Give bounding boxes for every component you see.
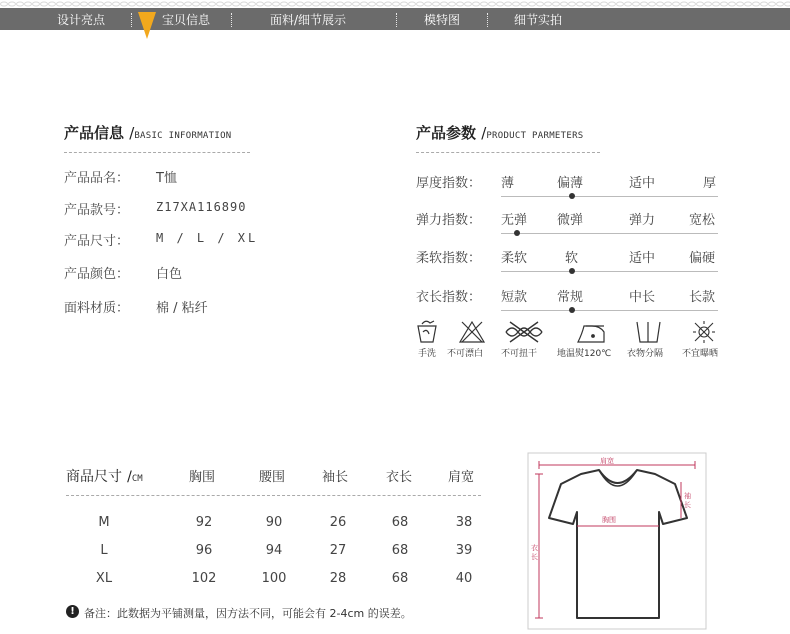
param-option: 偏薄 xyxy=(557,176,584,191)
param-level-marker xyxy=(569,193,575,199)
info-label: 产品颜色： xyxy=(64,267,130,282)
care-label: 衣物分隔 xyxy=(627,349,664,359)
param-option: 适中 xyxy=(629,251,656,266)
tab-model-photos[interactable]: 模特图 xyxy=(424,13,461,27)
param-option: 常规 xyxy=(557,290,584,305)
param-option: 无弹 xyxy=(501,213,528,228)
info-value: 白色 xyxy=(156,267,183,282)
care-label: 地温熨120℃ xyxy=(557,349,612,359)
size-table-cell: 68 xyxy=(391,515,409,530)
info-label: 产品款号： xyxy=(64,203,130,218)
divider xyxy=(66,495,481,496)
param-level-marker xyxy=(569,268,575,274)
size-table-cell: 38 xyxy=(455,515,473,530)
info-value: 棉 / 粘纤 xyxy=(156,301,208,316)
info-value: Z17XA116890 xyxy=(156,200,247,214)
nav-divider xyxy=(131,13,132,27)
size-table-cell: 68 xyxy=(391,571,409,586)
size-table-size: XL xyxy=(95,571,113,586)
param-label: 衣长指数： xyxy=(416,290,482,305)
hand-wash-icon xyxy=(418,321,436,342)
tshirt-measure-diagram xyxy=(527,452,707,630)
divider xyxy=(64,152,250,153)
param-label: 厚度指数： xyxy=(416,176,482,191)
no-wring-icon xyxy=(506,322,542,342)
care-label: 不可漂白 xyxy=(447,349,484,359)
no-sun-dry-icon xyxy=(693,321,715,343)
param-option: 短款 xyxy=(501,290,528,305)
size-table-size: M xyxy=(98,515,110,530)
param-level-marker xyxy=(569,307,575,313)
size-table-cell: 39 xyxy=(455,543,473,558)
param-option: 弹力 xyxy=(629,213,656,228)
nav-divider xyxy=(396,13,397,27)
care-icons xyxy=(414,318,734,346)
product-params-heading: 产品参数 /PRODUCT PARMETERS xyxy=(416,124,584,142)
param-option: 适中 xyxy=(629,176,656,191)
param-level-marker xyxy=(514,230,520,236)
tshirt-outline xyxy=(549,470,687,618)
size-table-cell: 92 xyxy=(195,515,213,530)
info-label: 产品尺寸： xyxy=(64,234,130,249)
tab-product-info[interactable]: 宝贝信息 xyxy=(162,13,211,27)
size-table-cell: 102 xyxy=(191,571,217,586)
warning-icon: ! xyxy=(66,605,79,618)
param-option: 厚 xyxy=(703,176,717,191)
nav-bar xyxy=(0,0,790,30)
param-scale-line xyxy=(501,310,718,311)
size-table-header: 腰围 xyxy=(259,470,286,485)
nav-divider xyxy=(487,13,488,27)
info-label: 产品品名： xyxy=(64,171,130,186)
size-table-cell: 100 xyxy=(261,571,287,586)
param-label: 弹力指数： xyxy=(416,213,482,228)
param-option: 长款 xyxy=(689,290,716,305)
param-option: 中长 xyxy=(629,290,656,305)
size-table-cell: 94 xyxy=(265,543,283,558)
param-option: 薄 xyxy=(501,176,515,191)
param-label: 柔软指数： xyxy=(416,251,482,266)
param-scale-line xyxy=(501,271,718,272)
size-table-header: 肩宽 xyxy=(448,470,475,485)
param-option: 微弹 xyxy=(557,213,584,228)
care-label: 手洗 xyxy=(418,349,437,359)
size-table-size: L xyxy=(100,543,108,558)
tab-design-highlights[interactable]: 设计亮点 xyxy=(57,13,106,27)
size-table-cell: 27 xyxy=(329,543,347,558)
param-option: 柔软 xyxy=(501,251,528,266)
nav-border-pattern xyxy=(0,0,790,8)
tab-detail-photos[interactable]: 细节实拍 xyxy=(514,13,563,27)
care-label: 不宜曝晒 xyxy=(682,349,719,359)
sleeve-label: 袖长 xyxy=(684,492,691,509)
care-label: 不可扭干 xyxy=(501,349,538,359)
length-label: 衣长 xyxy=(531,544,538,561)
size-table-cell: 40 xyxy=(455,571,473,586)
active-tab-indicator xyxy=(138,12,156,39)
info-label: 面料材质： xyxy=(64,301,130,316)
param-scale-line xyxy=(501,196,718,197)
size-table-title: 商品尺寸 /CM xyxy=(66,469,143,485)
size-table-cell: 96 xyxy=(195,543,213,558)
product-info-heading: 产品信息 /BASIC INFORMATION xyxy=(64,124,232,142)
info-value: T恤 xyxy=(156,171,177,186)
shoulder-label: 肩宽 xyxy=(600,457,614,465)
measurement-note: 备注：此数据为平铺测量，因方法不同，可能会有 2-4cm 的误差。 xyxy=(84,607,412,620)
size-table-cell: 90 xyxy=(265,515,283,530)
size-table-cell: 26 xyxy=(329,515,347,530)
size-table-cell: 28 xyxy=(329,571,347,586)
iron-low-temp-icon xyxy=(578,326,604,342)
param-option: 宽松 xyxy=(689,213,716,228)
param-scale-line xyxy=(501,233,718,234)
param-option: 偏硬 xyxy=(689,251,716,266)
divider xyxy=(416,152,600,153)
size-table-cell: 68 xyxy=(391,543,409,558)
no-bleach-icon xyxy=(460,322,484,342)
tab-fabric-details[interactable]: 面料/细节展示 xyxy=(270,13,347,27)
size-table-header: 衣长 xyxy=(386,470,413,485)
separate-wash-icon xyxy=(637,322,660,342)
nav-divider xyxy=(231,13,232,27)
chest-label: 胸围 xyxy=(602,516,616,524)
info-value: M / L / XL xyxy=(156,231,259,245)
param-option: 软 xyxy=(565,251,579,266)
size-table-header: 袖长 xyxy=(322,470,349,485)
size-table-header: 胸围 xyxy=(189,470,216,485)
